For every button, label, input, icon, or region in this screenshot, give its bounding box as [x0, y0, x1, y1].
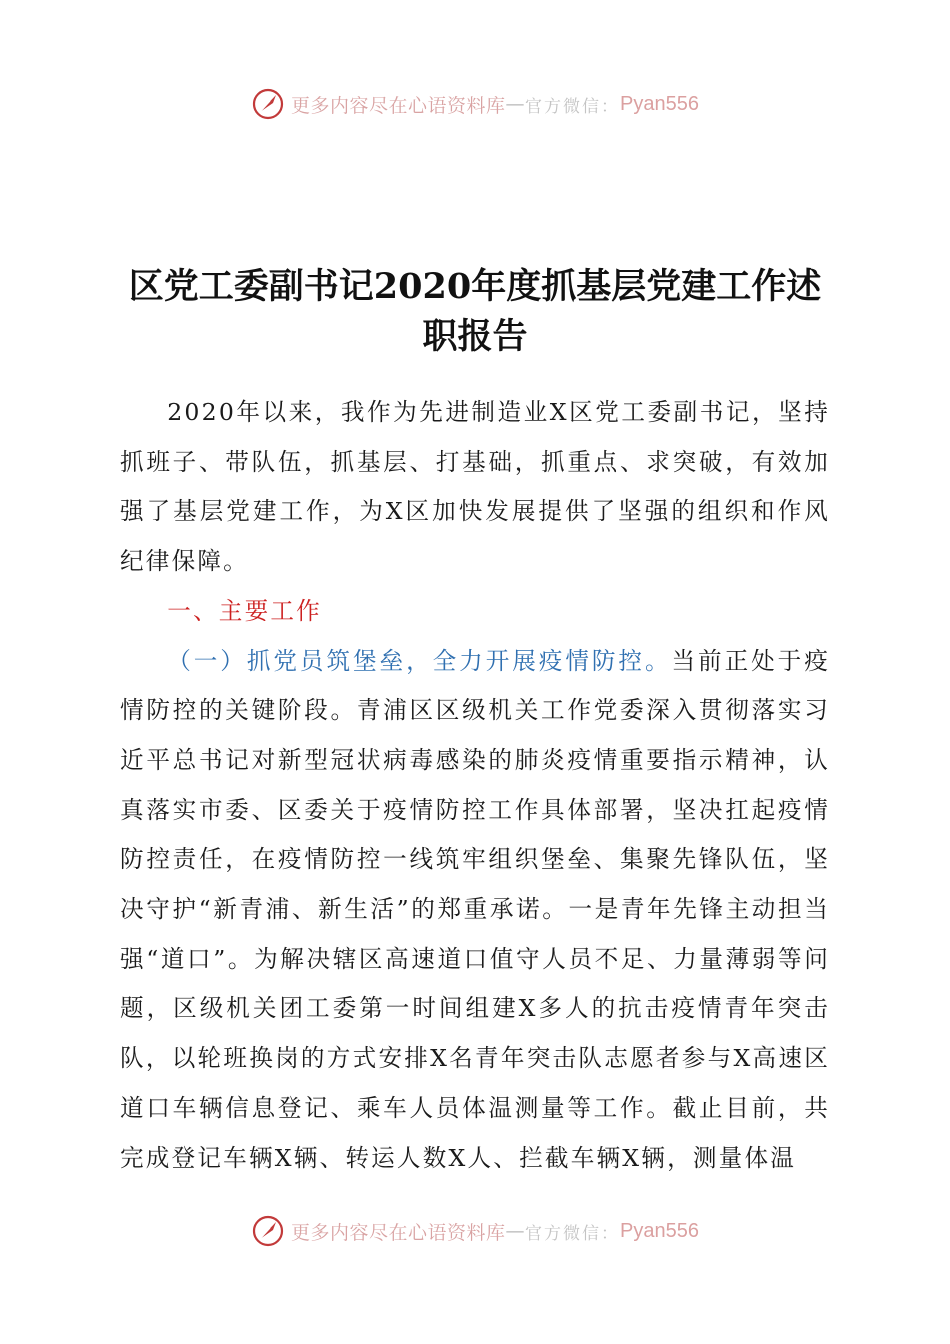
intro-paragraph: 2020年以来，我作为先进制造业X区党工委副书记，坚持抓班子、带队伍，抓基层、打基础，抓重点、求突破，有效加强了基层党建工作，为X区加快发展提供了坚强的组织和作风纪律保障。	[120, 398, 830, 576]
document-body	[120, 388, 830, 1183]
watermark-dash: —	[505, 93, 526, 115]
watermark-contact-id: Pyan556	[620, 92, 699, 115]
document-title	[118, 262, 832, 362]
watermark-footer	[0, 1211, 950, 1251]
subsection-paragraph	[120, 637, 830, 1184]
watermark-dash: —	[505, 1220, 526, 1242]
watermark-contact-label: 官方微信：	[525, 1223, 621, 1244]
watermark-text: 更多内容尽在心语资料库	[291, 1221, 506, 1244]
subsection-body: 当前正处于疫情防控的关键阶段。青浦区区级机关工作党委深入贯彻落实习近平总书记对新型冠状病毒感染的肺炎疫情重要指示精神，认真落实市委、区委关于疫情防控工作具体部署，坚决扛起疫情防控责任，在疫情防控一线筑牢组织堡垒、集聚先锋队伍，坚决守护“新青浦、新生活”的郑重承诺。一是青年先锋主动担当强“道口”。为解决辖区高速道口值守人员不足、力量薄弱等问题，区级机关团工委第一时间组建X多人的抗击疫情青年突击队，以轮班换岗的方式安排X名青年突击队志愿者参与X高速区道口车辆信息登记、乘车人员体温测量等工作。截止目前，共完成登记车辆X辆、转运人数X人、拦截车辆X辆，测量体温	[120, 646, 830, 1172]
watermark-header	[0, 84, 950, 124]
section-heading: 一、主要工作	[167, 596, 322, 625]
watermark-contact-id: Pyan556	[620, 1219, 699, 1242]
quill-logo-icon	[251, 1214, 285, 1248]
title-line-2: 职报告	[422, 316, 528, 357]
watermark-contact-label: 官方微信：	[525, 96, 621, 117]
watermark-text: 更多内容尽在心语资料库	[291, 94, 506, 117]
title-line-1: 区党工委副书记2020年度抓基层党建工作述	[128, 266, 822, 307]
subsection-heading: （一）抓党员筑堡垒，全力开展疫情防控。	[167, 646, 672, 675]
quill-logo-icon	[251, 87, 285, 121]
